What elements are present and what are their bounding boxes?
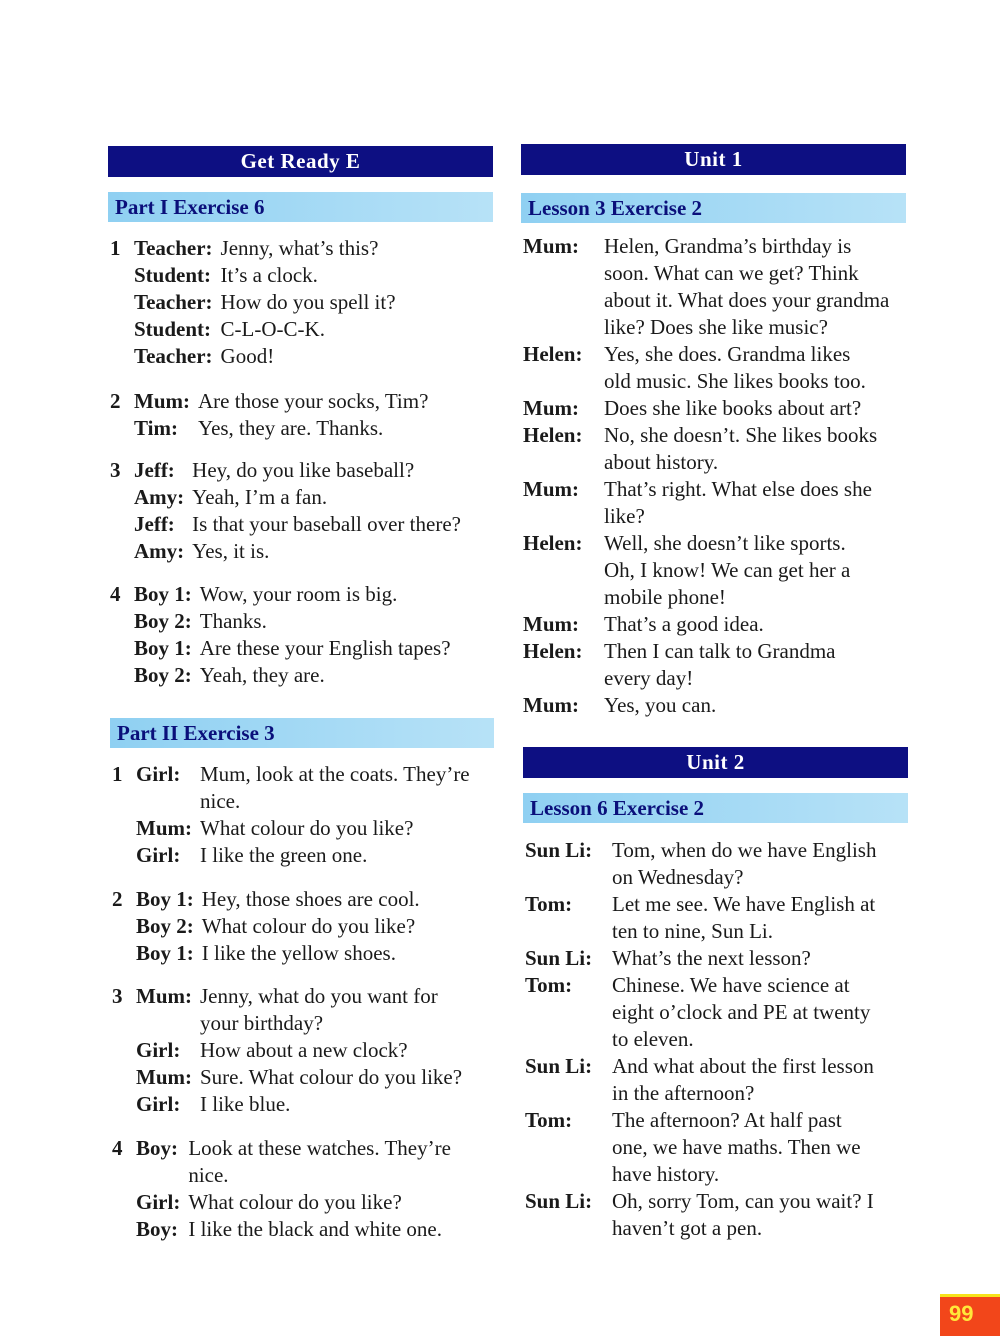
item-number: 4 xyxy=(110,582,121,606)
speaker-label: Student: xyxy=(134,263,212,287)
speaker-label: Teacher: xyxy=(134,344,213,368)
speaker-label: Mum: xyxy=(523,234,579,258)
speaker-label: Mum: xyxy=(134,389,190,413)
dialogue-text: That’s a good idea. xyxy=(604,612,764,636)
item-number: 1 xyxy=(112,762,123,786)
item-number xyxy=(110,415,134,442)
heading-lesson6-exercise2: Lesson 6 Exercise 2 xyxy=(523,793,908,823)
dialogue-text: Jenny, what do you want for your birthday? xyxy=(200,984,438,1035)
dialogue-item xyxy=(112,983,502,1118)
dialogue-text: I like the green one. xyxy=(200,843,368,867)
dialogue-text: Hey, do you like baseball? xyxy=(192,458,415,482)
speaker-label: Sun Li: xyxy=(525,838,593,862)
dialogue-text: It’s a clock. xyxy=(220,263,318,287)
speaker-label: Mum: xyxy=(136,1065,192,1089)
speaker-label: Girl: xyxy=(136,762,181,786)
dialogue-text: Yeah, I’m a fan. xyxy=(192,485,328,509)
speaker-label: Boy 2: xyxy=(136,914,194,938)
speaker-label: Mum: xyxy=(523,396,579,420)
item-number: 2 xyxy=(112,887,123,911)
dialogue-item xyxy=(112,886,502,967)
item-number xyxy=(110,316,134,343)
speaker-label: Sun Li: xyxy=(525,1189,593,1213)
dialogue-item xyxy=(110,581,500,689)
speaker-label: Jeff: xyxy=(134,512,175,536)
dialogue-text: Let me see. We have English at ten to nine, Sun Li. xyxy=(612,892,876,943)
item-number: 3 xyxy=(110,458,121,482)
item-number xyxy=(110,289,134,316)
dialogue-text: Yes, she does. Grandma likes old music. She likes books too. xyxy=(604,342,866,393)
speaker-label: Student: xyxy=(134,317,212,341)
heading-lesson3-exercise2: Lesson 3 Exercise 2 xyxy=(521,193,906,223)
dialogue-text: Are these your English tapes? xyxy=(199,636,451,660)
dialogue-text: No, she doesn’t. She likes books about history. xyxy=(604,423,878,474)
item-number xyxy=(110,262,134,289)
item-number xyxy=(112,1064,136,1091)
speaker-label: Tom: xyxy=(525,973,573,997)
dialogue-item xyxy=(112,1135,502,1243)
speaker-label: Mum: xyxy=(136,984,192,1008)
dialogue-text: Are those your socks, Tim? xyxy=(198,389,429,413)
item-number: 4 xyxy=(112,1136,123,1160)
dialogue-text: Well, she doesn’t like sports. Oh, I know! We can get her a mobile phone! xyxy=(604,531,851,609)
dialogue-text: Is that your baseball over there? xyxy=(192,512,461,536)
item-number xyxy=(110,538,134,565)
dialogue-item xyxy=(110,388,500,442)
dialogue-text: I like blue. xyxy=(200,1092,291,1116)
speaker-label: Tom: xyxy=(525,892,573,916)
dialogue-text: Look at these watches. They’re nice. xyxy=(188,1136,451,1187)
heading-part2-exercise3: Part II Exercise 3 xyxy=(110,718,494,748)
dialogue-text: What’s the next lesson? xyxy=(612,946,811,970)
dialogue-unit2 xyxy=(525,837,915,1242)
dialogue-text: Chinese. We have science at eight o’clock and PE at twenty to eleven. xyxy=(612,973,871,1051)
speaker-label: Boy 1: xyxy=(134,582,192,606)
item-number xyxy=(110,343,134,370)
page-number: 99 xyxy=(940,1294,1000,1336)
dialogue-text: Yes, it is. xyxy=(192,539,270,563)
speaker-label: Mum: xyxy=(523,693,579,717)
dialogue-text: Good! xyxy=(220,344,275,368)
item-number: 1 xyxy=(110,236,121,260)
dialogue-text: Tom, when do we have English on Wednesday? xyxy=(612,838,877,889)
speaker-label: Helen: xyxy=(523,531,583,555)
item-number xyxy=(112,1091,136,1118)
item-number xyxy=(112,1216,136,1243)
dialogue-text: That’s right. What else does she like? xyxy=(604,477,872,528)
dialogue-text: Yeah, they are. xyxy=(199,663,325,687)
speaker-label: Tim: xyxy=(134,416,178,440)
dialogue-text: C-L-O-C-K. xyxy=(220,317,325,341)
speaker-label: Helen: xyxy=(523,423,583,447)
dialogue-text: The afternoon? At half past one, we have maths. Then we have history. xyxy=(612,1108,861,1186)
item-number xyxy=(112,913,136,940)
speaker-label: Teacher: xyxy=(134,236,213,260)
section-bar-unit-1: Unit 1 xyxy=(521,144,906,175)
speaker-label: Tom: xyxy=(525,1108,573,1132)
speaker-label: Girl: xyxy=(136,1038,181,1062)
dialogue-text: Does she like books about art? xyxy=(604,396,862,420)
speaker-label: Sun Li: xyxy=(525,1054,593,1078)
dialogue-text: What colour do you like? xyxy=(201,914,416,938)
speaker-label: Boy 2: xyxy=(134,663,192,687)
dialogue-text: Mum, look at the coats. They’re nice. xyxy=(200,762,470,813)
speaker-label: Jeff: xyxy=(134,458,175,482)
dialogue-text: How about a new clock? xyxy=(200,1038,408,1062)
section-bar-get-ready-e: Get Ready E xyxy=(108,146,493,177)
dialogue-item xyxy=(110,235,500,370)
dialogue-text: Wow, your room is big. xyxy=(199,582,398,606)
dialogue-text: How do you spell it? xyxy=(220,290,396,314)
item-number xyxy=(112,815,136,842)
item-number xyxy=(112,940,136,967)
dialogue-text: Yes, you can. xyxy=(604,693,717,717)
speaker-label: Mum: xyxy=(136,816,192,840)
item-number xyxy=(110,511,134,538)
speaker-label: Boy: xyxy=(136,1217,178,1241)
dialogue-text: Oh, sorry Tom, can you wait? I haven’t got a pen. xyxy=(612,1189,874,1240)
speaker-label: Amy: xyxy=(134,485,185,509)
speaker-label: Boy 1: xyxy=(136,887,194,911)
heading-part1-exercise6: Part I Exercise 6 xyxy=(108,192,493,222)
dialogue-text: I like the yellow shoes. xyxy=(201,941,396,965)
speaker-label: Mum: xyxy=(523,477,579,501)
speaker-label: Teacher: xyxy=(134,290,213,314)
item-number xyxy=(112,1189,136,1216)
item-number xyxy=(112,1037,136,1064)
item-number xyxy=(110,484,134,511)
dialogue-text: Jenny, what’s this? xyxy=(220,236,379,260)
speaker-label: Girl: xyxy=(136,1190,181,1214)
item-number xyxy=(110,662,134,689)
speaker-label: Boy 1: xyxy=(136,941,194,965)
item-number xyxy=(110,635,134,662)
dialogue-text: Hey, those shoes are cool. xyxy=(201,887,420,911)
speaker-label: Girl: xyxy=(136,843,181,867)
dialogue-text: And what about the first lesson in the afternoon? xyxy=(612,1054,874,1105)
dialogue-text: Yes, they are. Thanks. xyxy=(198,416,384,440)
speaker-label: Helen: xyxy=(523,342,583,366)
dialogue-text: What colour do you like? xyxy=(188,1190,402,1214)
dialogue-item xyxy=(112,761,502,869)
dialogue-text: Then I can talk to Grandma every day! xyxy=(604,639,836,690)
item-number xyxy=(110,608,134,635)
dialogue-item xyxy=(110,457,500,565)
item-number: 3 xyxy=(112,984,123,1008)
section-bar-unit-2: Unit 2 xyxy=(523,747,908,778)
dialogue-text: Sure. What colour do you like? xyxy=(200,1065,463,1089)
speaker-label: Amy: xyxy=(134,539,185,563)
speaker-label: Girl: xyxy=(136,1092,181,1116)
speaker-label: Sun Li: xyxy=(525,946,593,970)
dialogue-text: I like the black and white one. xyxy=(188,1217,442,1241)
speaker-label: Helen: xyxy=(523,639,583,663)
dialogue-text: Thanks. xyxy=(199,609,267,633)
dialogue-text: What colour do you like? xyxy=(200,816,414,840)
speaker-label: Boy: xyxy=(136,1136,178,1160)
dialogue-text: Helen, Grandma’s birthday is soon. What can we get? Think about it. What does your grandma like? Does she like music? xyxy=(604,234,890,339)
item-number xyxy=(112,842,136,869)
item-number: 2 xyxy=(110,389,121,413)
speaker-label: Boy 1: xyxy=(134,636,192,660)
speaker-label: Mum: xyxy=(523,612,579,636)
dialogue-unit1 xyxy=(523,233,913,719)
speaker-label: Boy 2: xyxy=(134,609,192,633)
